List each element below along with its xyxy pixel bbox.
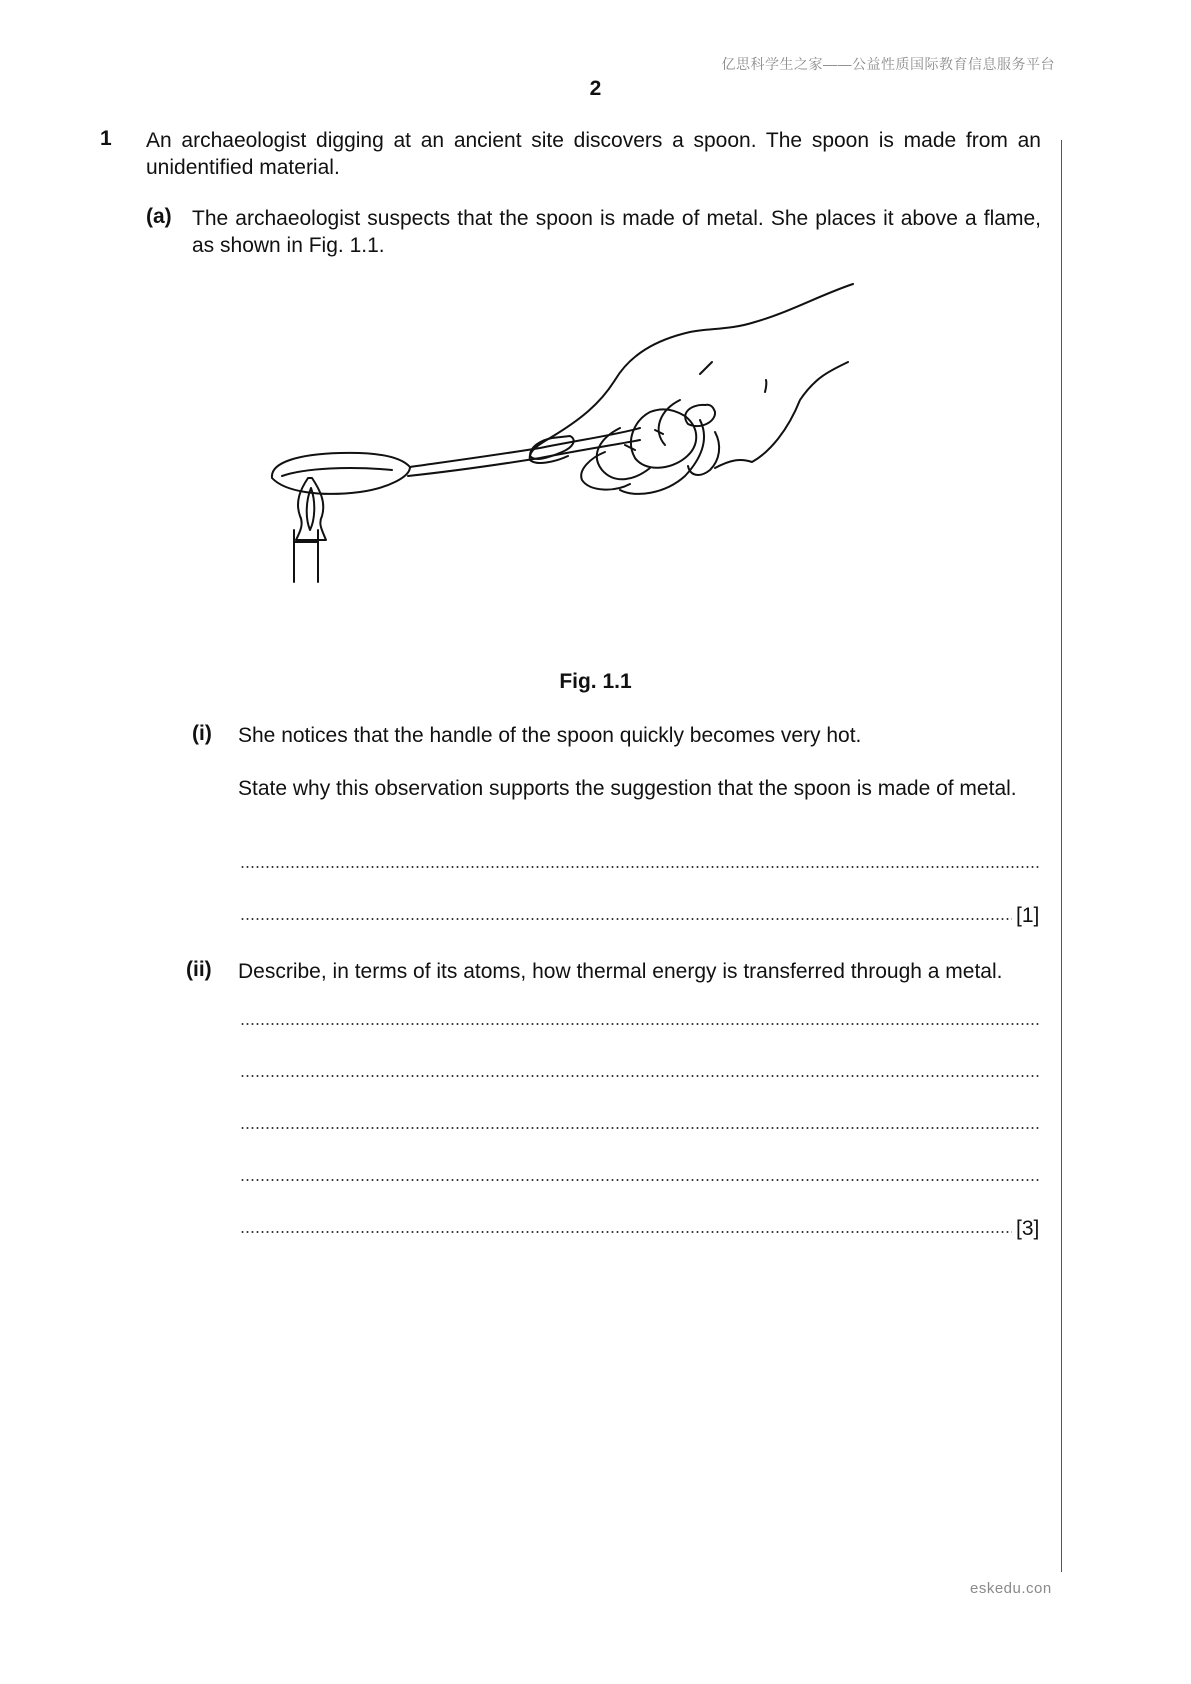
finger-3 bbox=[631, 409, 696, 467]
finger-1 bbox=[581, 452, 630, 490]
answer-line[interactable] bbox=[240, 1179, 1041, 1181]
marks-badge: [3] bbox=[1016, 1217, 1040, 1240]
right-margin-line bbox=[1061, 140, 1062, 1572]
part-a-text: The archaeologist suspects that the spoon is made of metal. She places it above a flame, as shown in Fig. 1.1. bbox=[192, 207, 1041, 257]
part-a-label: (a) bbox=[146, 205, 172, 228]
answer-line[interactable] bbox=[240, 1231, 1012, 1233]
finger-tip bbox=[685, 405, 715, 426]
answer-line[interactable] bbox=[240, 1023, 1041, 1025]
page-number: 2 bbox=[589, 77, 602, 100]
marks-badge: [1] bbox=[1016, 904, 1040, 927]
answer-line[interactable] bbox=[240, 866, 1041, 868]
footer-watermark: eskedu.con bbox=[970, 1580, 1052, 1597]
sub-i-label: (i) bbox=[192, 722, 212, 745]
question-intro: An archaeologist digging at an ancient site discovers a spoon. The spoon is made from an unidentified material. bbox=[146, 129, 1041, 179]
answer-line[interactable] bbox=[240, 1075, 1041, 1077]
sub-ii-label: (ii) bbox=[186, 958, 212, 981]
hand-outline bbox=[530, 284, 853, 463]
header-watermark: 亿思科学生之家——公益性质国际教育信息服务平台 bbox=[721, 56, 1055, 72]
question-number: 1 bbox=[100, 127, 112, 150]
figure-spoon-over-flame bbox=[260, 280, 900, 640]
finger-4 bbox=[659, 400, 680, 445]
spoon-bowl-inner bbox=[282, 468, 392, 476]
answer-line[interactable] bbox=[240, 1127, 1041, 1129]
sub-i-text: She notices that the handle of the spoon quickly becomes very hot. bbox=[238, 724, 862, 747]
sub-ii-text: Describe, in terms of its atoms, how thermal energy is transferred through a metal. bbox=[238, 960, 1003, 983]
sub-i-prompt: State why this observation supports the suggestion that the spoon is made of metal. bbox=[238, 777, 1017, 800]
answer-line[interactable] bbox=[240, 918, 1012, 920]
figure-caption: Fig. 1.1 bbox=[559, 670, 632, 693]
